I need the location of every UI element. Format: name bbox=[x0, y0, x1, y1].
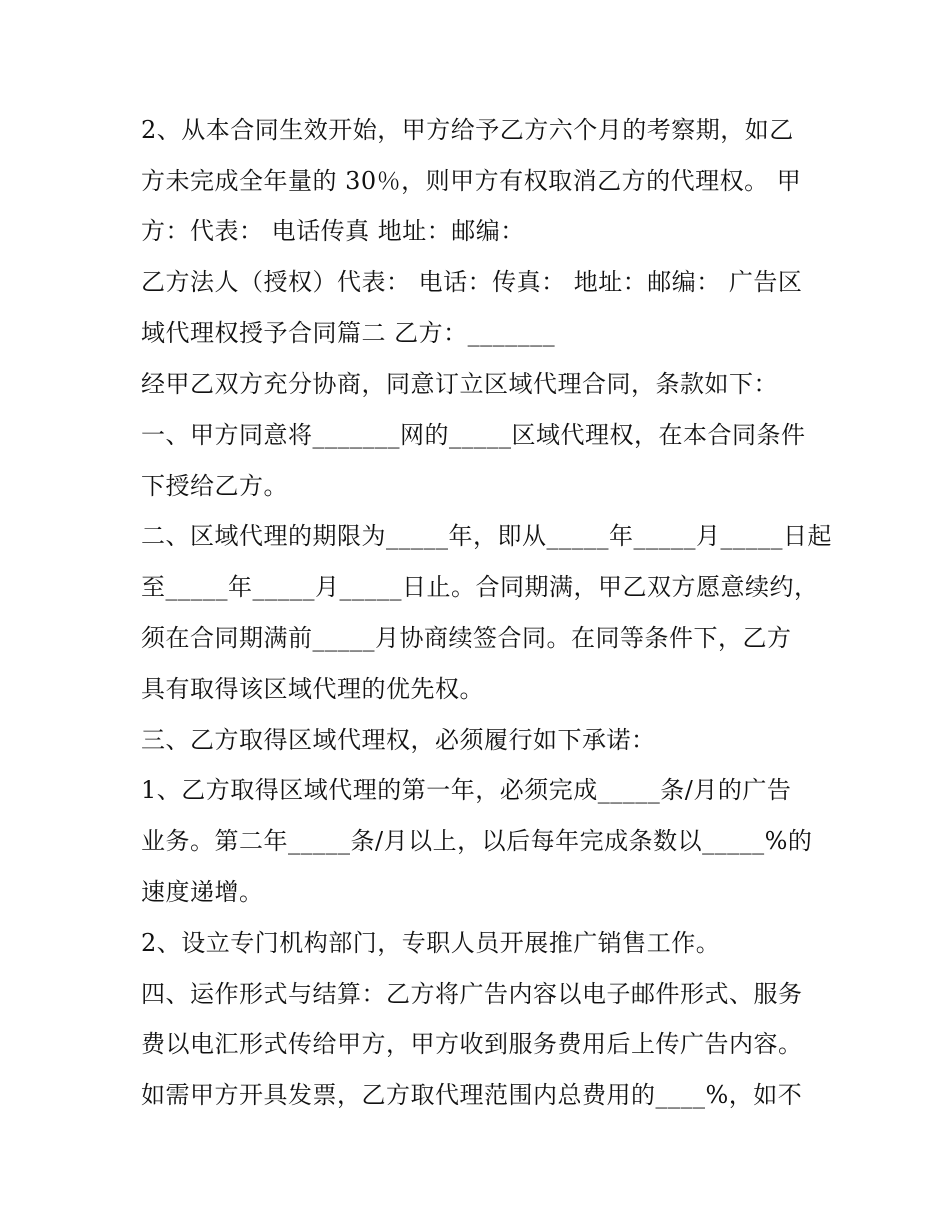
text-line: 一、甲方同意将_______网的_____区域代理权，在本合同条件 bbox=[141, 421, 806, 449]
text-line: 乙方法人（授权）代表： 电话：传真： 地址：邮编： 广告区 bbox=[141, 268, 803, 296]
text-line: 2、设立专门机构部门，专职人员开展推广销售工作。 bbox=[141, 929, 721, 957]
text-line: 1、乙方取得区域代理的第一年，必须完成_____条/月的广告 bbox=[141, 776, 792, 804]
text-line: 须在合同期满前_____月协商续签合同。在同等条件下，乙方 bbox=[141, 624, 792, 652]
text-line: 如需甲方开具发票，乙方取代理范围内总费用的____%，如不 bbox=[141, 1081, 803, 1109]
text-line: 方未完成全年量的 30％，则甲方有权取消乙方的代理权。 甲 bbox=[141, 167, 802, 195]
text-line: 速度递增。 bbox=[141, 878, 264, 906]
text-line: 四、运作形式与结算：乙方将广告内容以电子邮件形式、服务 bbox=[141, 980, 803, 1008]
text-line: 域代理权授予合同篇二 乙方：_______ bbox=[141, 319, 556, 347]
text-line: 具有取得该区域代理的优先权。 bbox=[141, 675, 484, 703]
text-line: 下授给乙方。 bbox=[141, 472, 288, 500]
text-line: 经甲乙双方充分协商，同意订立区域代理合同，条款如下： bbox=[141, 370, 778, 398]
text-line: 至_____年_____月_____日止。合同期满，甲乙双方愿意续约， bbox=[141, 573, 819, 601]
text-line: 三、乙方取得区域代理权，必须履行如下承诺： bbox=[141, 726, 656, 754]
text-line: 方：代表： 电话传真 地址：邮编： bbox=[141, 217, 525, 245]
text-line: 2、从本合同生效开始，甲方给予乙方六个月的考察期，如乙 bbox=[141, 116, 794, 144]
text-line: 费以电汇形式传给甲方，甲方收到服务费用后上传广告内容。 bbox=[141, 1030, 803, 1058]
text-line: 二、区域代理的期限为_____年，即从_____年_____月_____日起 bbox=[141, 522, 832, 550]
text-line: 业务。第二年_____条/月以上，以后每年完成条数以_____%的 bbox=[141, 827, 813, 855]
